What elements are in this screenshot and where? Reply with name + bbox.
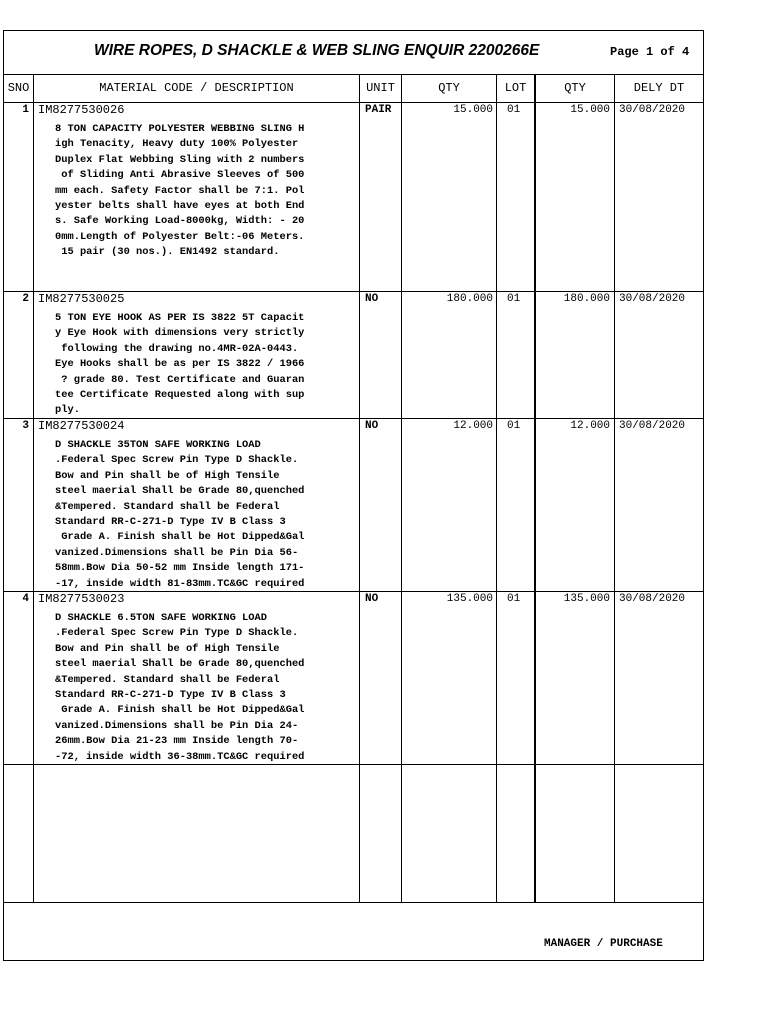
- description-line: following the drawing no.4MR-02A-0443.: [55, 342, 299, 355]
- row-dely-dt: 30/08/2020: [619, 293, 686, 305]
- col-rule-qty: [496, 74, 497, 902]
- description-line: .Federal Spec Screw Pin Type D Shackle.: [55, 454, 299, 467]
- description-line: igh Tenacity, Heavy duty 100% Polyester: [55, 138, 299, 151]
- row-qty: 12.000: [453, 420, 493, 432]
- col-header-qty: QTY: [438, 81, 460, 95]
- page-number: Page 1 of 4: [610, 45, 690, 59]
- description-line: Standard RR-C-271-D Type IV B Class 3: [55, 689, 286, 701]
- description-line: Duplex Flat Webbing Sling with 2 numbers: [55, 153, 305, 166]
- col-header-sno: SNO: [7, 81, 30, 95]
- row-sno: 1: [22, 104, 29, 116]
- description-line: Bow and Pin shall be of High Tensile: [55, 642, 280, 655]
- description-line: yester belts shall have eyes at both End: [55, 200, 305, 212]
- description-line: &Tempered. Standard shall be Federal: [55, 500, 280, 513]
- description-line: 15 pair (30 nos.). EN1492 standard.: [55, 246, 280, 259]
- description-line: 26mm.Bow Dia 21-23 mm Inside length 70-: [55, 735, 299, 748]
- signature-label: MANAGER / PURCHASE: [544, 938, 663, 950]
- description-line: -72, inside width 36-38mm.TC&GC required: [55, 750, 305, 763]
- description-line: .Federal Spec Screw Pin Type D Shackle.: [55, 627, 299, 640]
- description-line: y Eye Hook with dimensions very strictly: [55, 327, 305, 340]
- description-line: Eye Hooks shall be as per IS 3822 / 1966: [55, 358, 305, 371]
- col-header-description: MATERIAL CODE / DESCRIPTION: [99, 81, 294, 95]
- col-header-unit: UNIT: [366, 81, 395, 95]
- page-title: WIRE ROPES, D SHACKLE & WEB SLING ENQUIR 2200266E: [94, 42, 540, 59]
- col-rule-unit: [401, 74, 402, 902]
- material-code: IM8277530025: [38, 292, 125, 306]
- description-line: ? grade 80. Test Certificate and Guaran: [55, 373, 305, 386]
- description-line: steel maerial Shall be Grade 80,quenched: [55, 658, 305, 671]
- row-qty: 15.000: [453, 104, 493, 116]
- row-lot: 01: [507, 593, 521, 605]
- description-line: Standard RR-C-271-D Type IV B Class 3: [55, 516, 286, 528]
- col-rule-lot: [534, 74, 536, 902]
- header-top-rule: [4, 74, 703, 75]
- row-dely-dt: 30/08/2020: [619, 104, 686, 116]
- description-line: Bow and Pin shall be of High Tensile: [55, 469, 280, 482]
- description-line: ply.: [55, 404, 80, 417]
- description-line: s. Safe Working Load-8000kg, Width: - 20: [55, 215, 305, 228]
- description-line: vanized.Dimensions shall be Pin Dia 24-: [55, 719, 299, 732]
- description-line: mm each. Safety Factor shall be 7:1. Pol: [55, 184, 305, 197]
- description-line: steel maerial Shall be Grade 80,quenched: [55, 485, 305, 498]
- description-line: D SHACKLE 35TON SAFE WORKING LOAD: [55, 439, 261, 451]
- row-lot: 01: [507, 420, 521, 432]
- row-qty2: 180.000: [563, 293, 610, 305]
- description-line: -17, inside width 81-83mm.TC&GC required: [55, 577, 305, 590]
- table-bottom-rule: [4, 902, 703, 903]
- description-line: Grade A. Finish shall be Hot Dipped&Gal: [55, 704, 305, 717]
- row-qty2: 135.000: [563, 593, 610, 605]
- material-code: IM8277530024: [38, 419, 125, 433]
- description-line: 5 TON EYE HOOK AS PER IS 3822 5T Capacit: [55, 312, 305, 324]
- description-line: 58mm.Bow Dia 50-52 mm Inside length 171-: [55, 562, 305, 575]
- description-line: &Tempered. Standard shall be Federal: [55, 673, 280, 686]
- col-rule-qty2: [614, 74, 615, 902]
- row-unit: NO: [365, 420, 379, 432]
- row-sno: 4: [22, 593, 29, 605]
- material-code: IM8277530026: [38, 103, 125, 117]
- row-unit: NO: [365, 593, 379, 605]
- col-header-dely-dt: DELY DT: [633, 81, 685, 95]
- row-lot: 01: [507, 293, 521, 305]
- row-lot: 01: [507, 104, 521, 116]
- col-header-qty2: QTY: [564, 81, 586, 95]
- description-line: 0mm.Length of Polyester Belt:-06 Meters.: [55, 230, 305, 243]
- row-dely-dt: 30/08/2020: [619, 593, 686, 605]
- description-line: tee Certificate Requested along with sup: [55, 389, 305, 401]
- row-qty: 180.000: [446, 293, 493, 305]
- row-dely-dt: 30/08/2020: [619, 420, 686, 432]
- row-qty2: 12.000: [570, 420, 610, 432]
- col-rule-sno: [33, 74, 34, 902]
- row-unit: NO: [365, 293, 379, 305]
- material-code: IM8277530023: [38, 592, 125, 606]
- col-header-lot: LOT: [504, 81, 527, 95]
- description-line: vanized.Dimensions shall be Pin Dia 56-: [55, 546, 299, 559]
- enquiry-page: [3, 30, 704, 961]
- row-sno: 3: [22, 420, 29, 432]
- description-line: D SHACKLE 6.5TON SAFE WORKING LOAD: [55, 612, 268, 624]
- row-unit: PAIR: [365, 104, 392, 116]
- description-line: of Sliding Anti Abrasive Sleeves of 500: [55, 169, 305, 182]
- col-rule-desc: [359, 74, 360, 902]
- row-sno: 2: [22, 293, 29, 305]
- description-line: Grade A. Finish shall be Hot Dipped&Gal: [55, 531, 305, 544]
- row-qty: 135.000: [446, 593, 493, 605]
- description-line: 8 TON CAPACITY POLYESTER WEBBING SLING H: [55, 123, 305, 135]
- row-qty2: 15.000: [570, 104, 610, 116]
